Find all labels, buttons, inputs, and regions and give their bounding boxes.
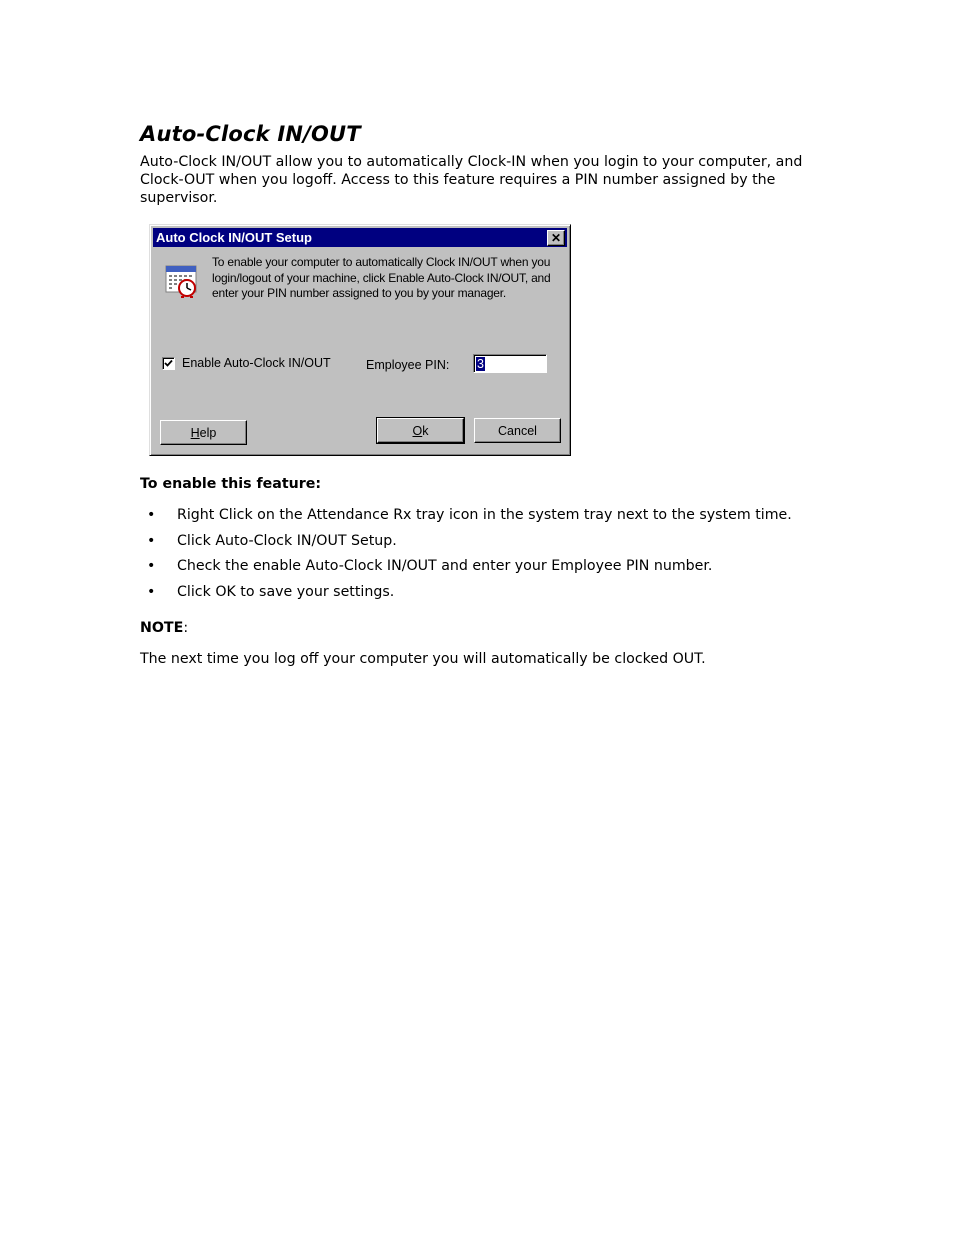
note-colon: : — [183, 620, 189, 636]
note-text: The next time you log off your computer you will automatically be clocked OUT. — [140, 651, 706, 667]
employee-pin-value: 3 — [477, 357, 484, 371]
intro-paragraph: Auto-Clock IN/OUT allow you to automatically Clock-IN when you login to your computer, and Clock-OUT when you logoff. Access to this feature requires a PIN number assigned by the supervisor. — [140, 154, 803, 206]
dialog-titlebar[interactable] — [153, 228, 567, 247]
calendar-clock-icon — [165, 263, 199, 299]
checkmark-icon — [164, 359, 173, 368]
note-heading — [140, 620, 188, 636]
ok-button[interactable] — [377, 418, 464, 443]
ok-label: k — [422, 424, 429, 438]
ok-accelerator: O — [412, 424, 423, 438]
help-button[interactable] — [160, 420, 247, 445]
note-label: NOTE — [140, 620, 184, 636]
auto-clock-setup-dialog — [149, 224, 571, 456]
employee-pin-label: Employee PIN: — [366, 358, 450, 372]
help-label: elp — [199, 426, 217, 440]
dialog-message: To enable your computer to automatically Clock IN/OUT when you login/logout of your machine, click Enable Auto-Clock IN/OUT, and enter your PIN number assigned to you by your manager. — [212, 255, 551, 300]
list-item: • Right Click on the Attendance Rx tray icon in the system tray next to the system time. — [140, 507, 792, 533]
help-accelerator: H — [190, 426, 200, 440]
list-item: • Click OK to save your settings. — [140, 584, 792, 610]
close-button[interactable] — [547, 230, 565, 246]
enable-auto-clock-checkbox[interactable] — [162, 357, 175, 370]
close-icon: ✕ — [550, 231, 562, 245]
employee-pin-input[interactable] — [473, 354, 547, 373]
cancel-button[interactable]: Cancel — [474, 418, 561, 443]
dialog-title: Auto Clock IN/OUT Setup — [156, 230, 312, 245]
enable-auto-clock-label: Enable Auto-Clock IN/OUT — [182, 356, 331, 370]
instructions-heading: To enable this feature: — [140, 476, 322, 492]
list-item: • Click Auto-Clock IN/OUT Setup. — [140, 533, 792, 559]
enable-auto-clock-checkbox-row[interactable] — [162, 356, 331, 370]
list-item: • Check the enable Auto-Clock IN/OUT and enter your Employee PIN number. — [140, 558, 792, 584]
instructions-list — [140, 507, 792, 609]
section-title: Auto-Clock IN/OUT — [140, 122, 361, 146]
